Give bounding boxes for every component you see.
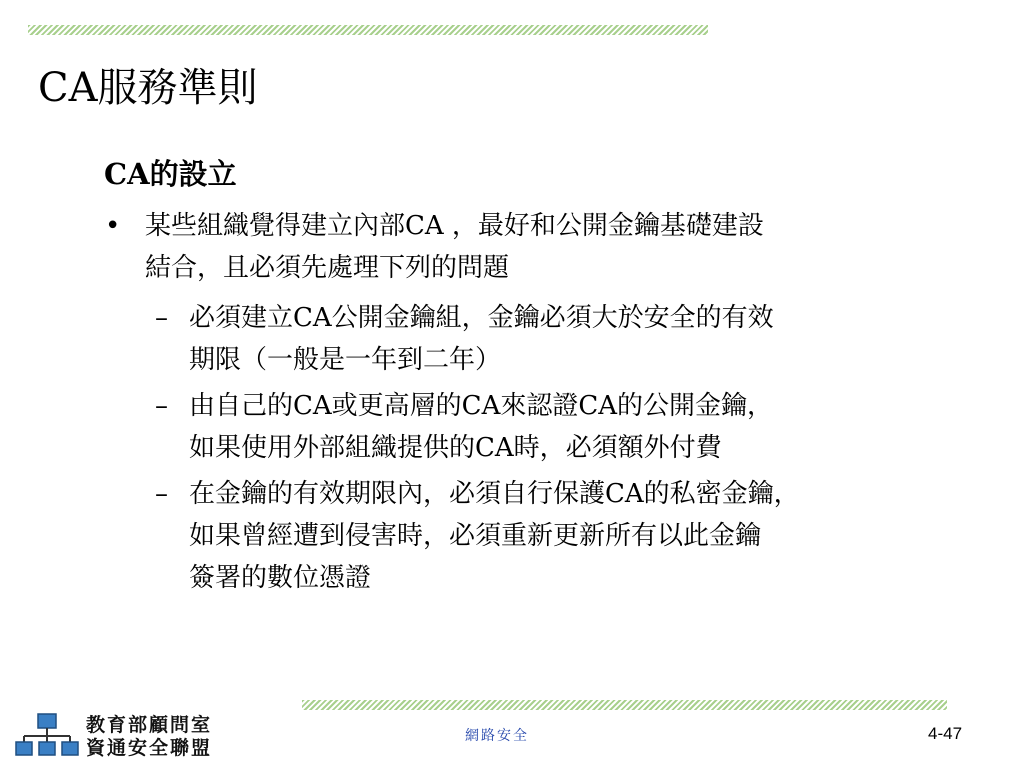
logo-line-2: 資通安全聯盟 [86,737,213,759]
subitem-line: 如果使用外部組織提供的CA時，必須額外付費 [189,433,722,463]
slide-title: CA服務準則 [38,65,258,111]
page-number: 4-47 [928,724,963,743]
subitem-line: 如果曾經遭到侵害時，必須重新更新所有以此金鑰 [189,521,762,551]
subitem-line: 簽署的數位憑證 [189,563,372,593]
top-decorative-stripe [28,25,708,35]
subitem-line: 必須建立CA公開金鑰組，金鑰必須大於安全的有效 [189,303,774,333]
bullet-line: 結合，且必須先處理下列的問題 [145,253,510,283]
bullet-line: 某些組織覺得建立內部CA ，最好和公開金鑰基礎建設 [145,211,764,241]
subitem-line: 在金鑰的有效期限內，必須自行保護CA的私密金鑰， [189,479,800,509]
network-icon [14,712,80,760]
logo-line-1: 教育部顧問室 [86,714,213,736]
dash-marker: – [155,479,168,509]
footer-course-title: 網路安全 [465,728,529,744]
subitem-line: 由自己的CA或更高層的CA來認證CA的公開金鑰， [189,391,774,421]
dash-marker: – [155,303,168,333]
organization-logo [14,710,214,762]
section-subtitle: CA的設立 [104,157,237,191]
bottom-decorative-stripe [302,700,947,710]
dash-marker: – [155,391,168,421]
subitem-line: 期限（一般是一年到二年） [189,345,502,375]
bullet-marker: • [105,211,121,241]
